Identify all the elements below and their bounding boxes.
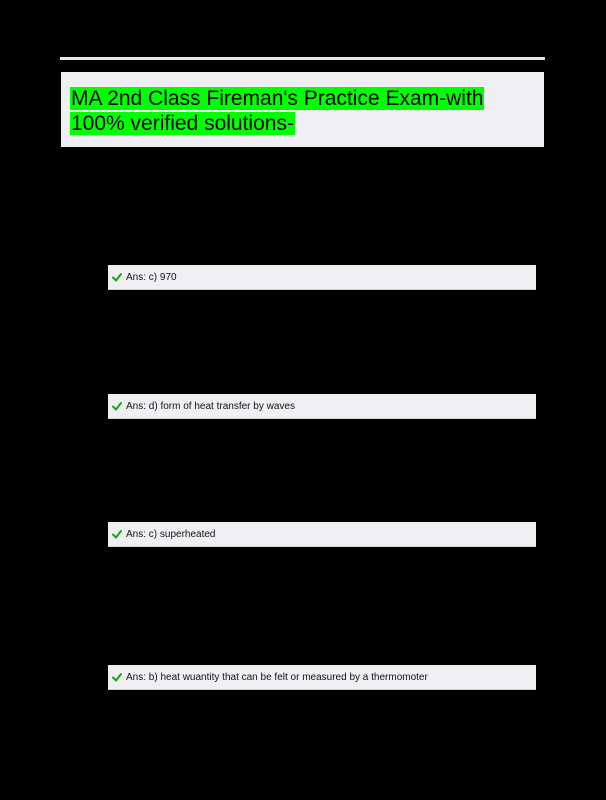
page-title <box>70 86 544 136</box>
answer-text: Ans: b) heat wuantity that can be felt or measured by a thermomoter <box>126 671 428 683</box>
answer-box-1 <box>108 265 536 290</box>
title-line-1: MA 2nd Class Fireman's Practice Exam-with <box>71 87 484 110</box>
check-icon <box>112 672 122 682</box>
check-icon <box>112 529 122 539</box>
title-line-2: 100% verified solutions- <box>71 112 294 135</box>
check-icon <box>112 401 122 411</box>
check-icon <box>112 272 122 282</box>
footer-left-redacted <box>57 764 123 776</box>
answer-text: Ans: c) superheated <box>126 528 216 540</box>
answer-box-4 <box>108 665 536 690</box>
answer-box-3 <box>108 522 536 547</box>
answer-text: Ans: c) 970 <box>126 271 177 283</box>
title-box <box>61 72 544 147</box>
answer-text: Ans: d) form of heat transfer by waves <box>126 400 295 412</box>
header-divider <box>60 57 545 60</box>
footer-right-redacted <box>487 764 553 776</box>
answer-box-2 <box>108 394 536 419</box>
